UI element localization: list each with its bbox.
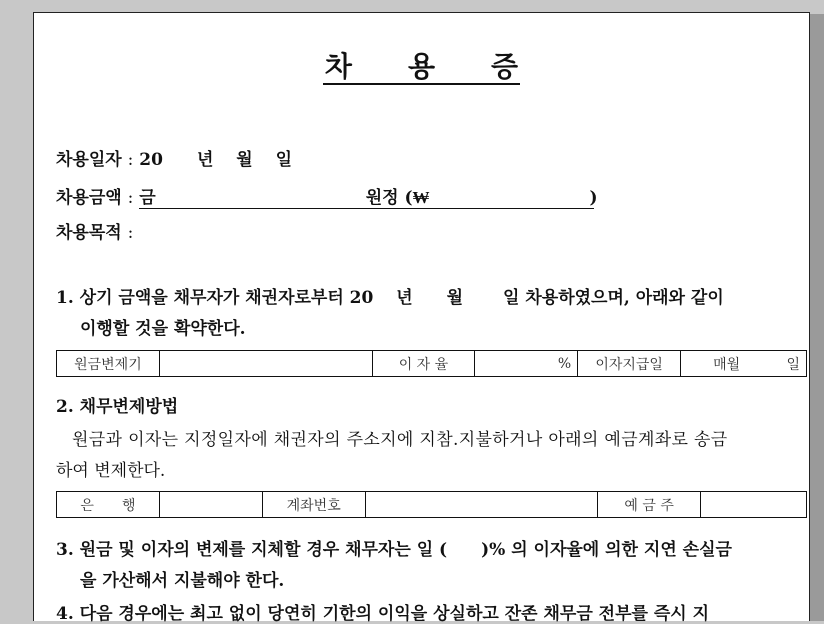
loan-date-line: 차용일자 : 20 년 월 일 xyxy=(56,150,293,170)
interest-rate-cell[interactable]: % xyxy=(475,351,578,377)
bank-label: 은 행 xyxy=(57,492,160,518)
clause-3-line-1: 3. 원금 및 이자의 변제를 지체할 경우 채무자는 일 ( )% 의 이자율에 의한 지연 손실금 xyxy=(56,540,732,560)
repayment-table xyxy=(56,350,807,377)
clause-4-line-1: 4. 다음 경우에는 최고 없이 당연히 기한의 이익을 상실하고 잔존 채무금 전부를 즉시 지 xyxy=(56,604,710,624)
clause-2-line-1: 원금과 이자는 지정일자에 채권자의 주소지에 지참.지불하거나 아래의 예금계좌로 송금 xyxy=(72,430,728,450)
account-number-cell[interactable] xyxy=(365,492,598,518)
clause-2-line-2: 하여 변제한다. xyxy=(56,461,166,481)
clause-1-line-1: 1. 상기 금액을 채무자가 채권자로부터 20 년 월 일 차용하였으며, 아래와 같이 xyxy=(56,288,724,308)
loan-amount-line: 차용금액 : 금 원정 (₩ ) xyxy=(56,183,594,209)
bottom-scroll-area xyxy=(0,605,16,621)
account-holder-cell[interactable] xyxy=(701,492,807,518)
bank-account-table xyxy=(56,491,807,518)
page-shadow xyxy=(810,14,824,621)
account-number-label: 계좌번호 xyxy=(262,492,365,518)
loan-purpose-line: 차용목적 : xyxy=(56,223,134,243)
bank-cell[interactable] xyxy=(159,492,262,518)
interest-payday-cell[interactable]: 매월 일 xyxy=(681,351,807,377)
clause-2-heading: 2. 채무변제방법 xyxy=(56,397,179,417)
clause-3-line-2: 을 가산해서 지불해야 한다. xyxy=(80,571,285,591)
repayment-date-cell[interactable] xyxy=(159,351,372,377)
interest-rate-label: 이 자 율 xyxy=(372,351,475,377)
document-title: 차 용 증 xyxy=(324,50,519,83)
clause-1-line-2: 이행할 것을 확약한다. xyxy=(80,319,246,339)
document-page xyxy=(33,12,810,624)
interest-payday-label: 이자지급일 xyxy=(578,351,681,377)
account-holder-label: 예 금 주 xyxy=(598,492,701,518)
repayment-date-label: 원금변제기 xyxy=(57,351,160,377)
